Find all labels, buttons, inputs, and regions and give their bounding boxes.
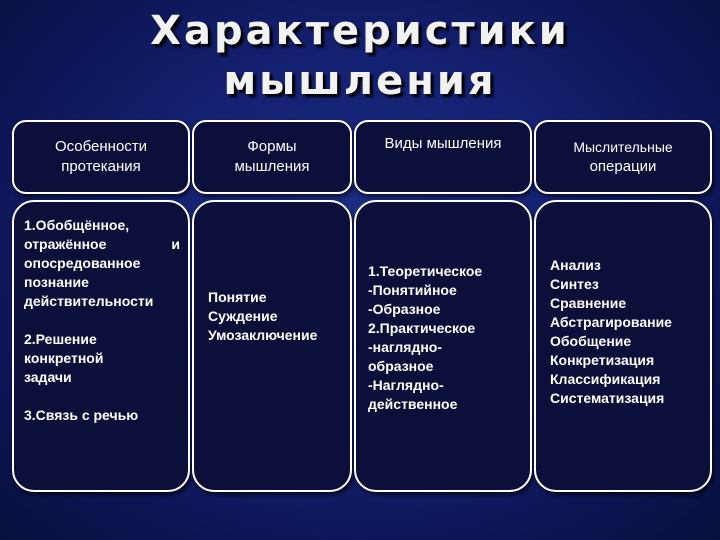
title-line-1: Характеристики: [150, 8, 570, 54]
type-item: образное: [368, 358, 434, 374]
type-item: действенное: [368, 396, 458, 412]
header-types: [354, 120, 532, 194]
types-box: [354, 200, 532, 492]
feature-1-line-5: действительности: [24, 293, 154, 309]
feature-1-line-4: познание: [24, 274, 89, 290]
feature-1-line-1: 1.Обобщённое,: [24, 217, 130, 233]
header-features-line-2: протекания: [61, 158, 141, 175]
slide-title: [0, 6, 720, 106]
operation-item: Классификация: [550, 371, 661, 387]
type-item: -Понятийное: [368, 282, 457, 298]
operation-item: Сравнение: [550, 295, 627, 311]
form-item: Понятие: [208, 289, 267, 305]
operations-box: [534, 200, 712, 492]
operation-item: Анализ: [550, 257, 601, 273]
operation-item: Синтез: [550, 276, 599, 292]
feature-1-line-3: опосредованное: [24, 255, 141, 271]
header-forms: [192, 120, 352, 194]
header-operations-line-2: операции: [589, 158, 657, 175]
forms-box: [192, 200, 352, 492]
header-operations: [534, 120, 712, 194]
operation-item: Обобщение: [550, 333, 632, 349]
feature-2-line-3: задачи: [24, 369, 72, 385]
feature-2-line-2: конкретной: [24, 350, 104, 366]
features-list: [24, 216, 180, 425]
type-item: -Наглядно-: [368, 377, 444, 393]
feature-2-line-1: 2.Решение: [24, 331, 97, 347]
types-list: [368, 262, 482, 414]
type-item: -Образное: [368, 301, 441, 317]
feature-1-line-2: [24, 235, 180, 254]
feature-1-line-2b: и: [171, 236, 180, 252]
header-features: [12, 120, 190, 194]
header-forms-line-1: Формы: [247, 138, 297, 155]
header-forms-line-2: мышления: [234, 158, 310, 175]
operations-list: [550, 256, 672, 408]
form-item: Умозаключение: [208, 327, 318, 343]
header-types-line-1: Виды мышления: [384, 135, 502, 152]
features-box: [12, 200, 190, 492]
forms-list: [208, 288, 317, 345]
type-item: -наглядно-: [368, 339, 443, 355]
operation-item: Систематизация: [550, 390, 665, 406]
feature-1-line-2a: отражённое: [24, 236, 107, 252]
type-item: 1.Теоретическое: [368, 263, 483, 279]
feature-3-line-1: 3.Связь с речью: [24, 407, 139, 423]
title-line-2: мышления: [223, 58, 497, 104]
form-item: Суждение: [208, 308, 278, 324]
header-operations-line-1: Мыслительные: [573, 139, 673, 155]
header-features-line-1: Особенности: [54, 138, 148, 155]
operation-item: Конкретизация: [550, 352, 655, 368]
type-item: 2.Практическое: [368, 320, 476, 336]
operation-item: Абстрагирование: [550, 314, 672, 330]
